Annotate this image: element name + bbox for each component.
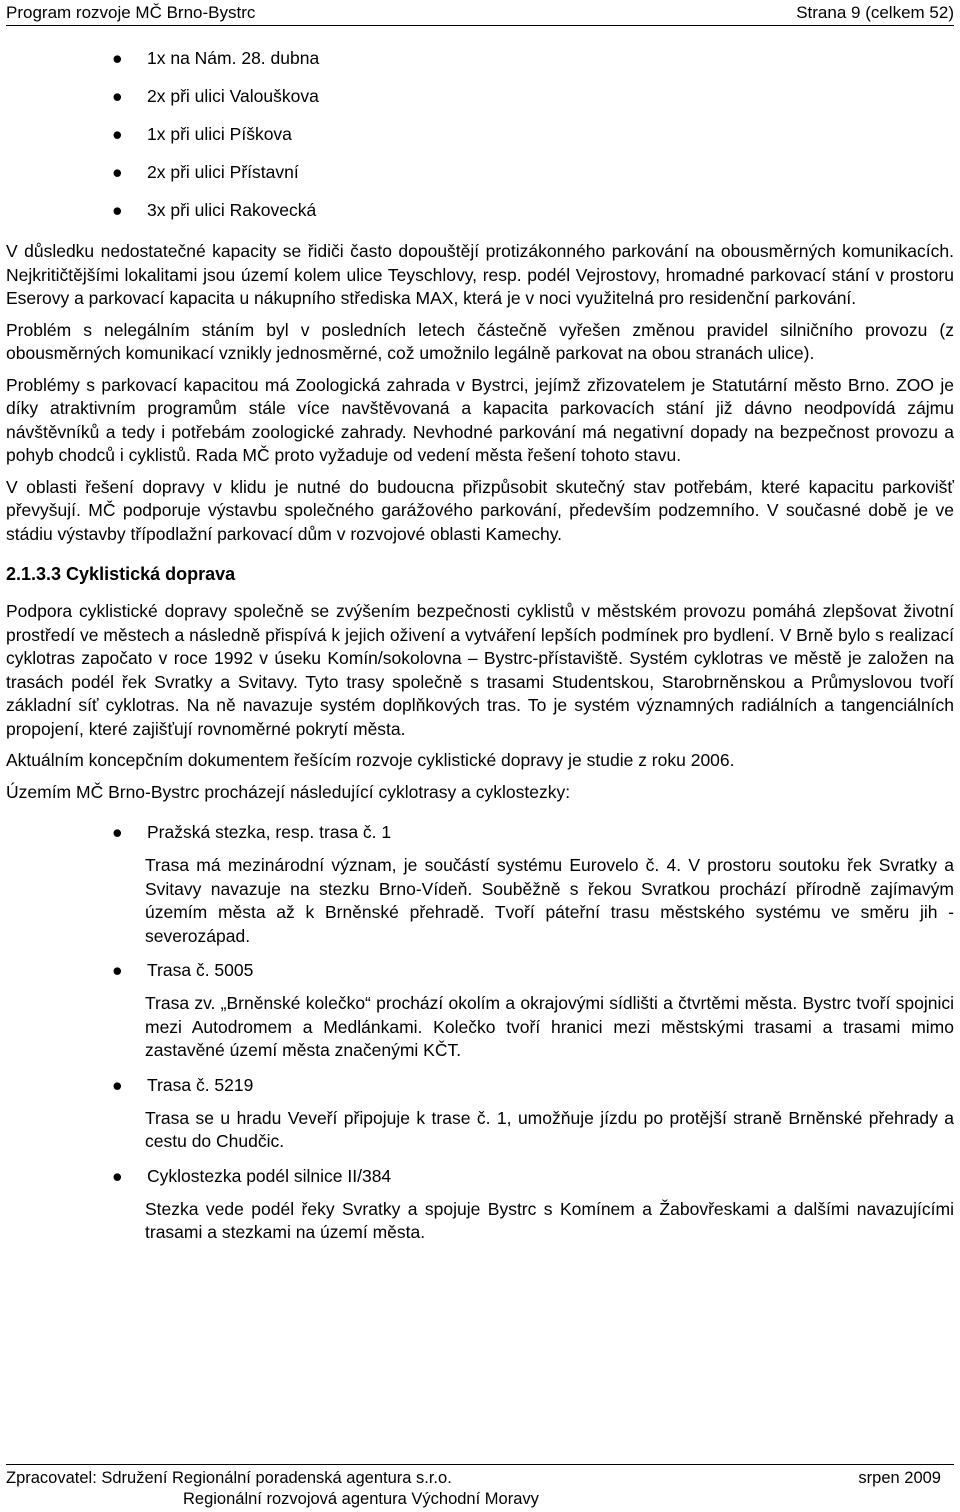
paragraph: Podpora cyklistické dopravy společně se zvýšením bezpečnosti cyklistů v městském provozu pomáhá zlepšovat životní prostředí ve městech a následně přispívá k jejich oživení a vytváření lepších podmínek pro bydlení. V Brně bylo s realizací cyklotras započato v roce 1992 v úseku Komín/sokolovna – Bystrc-přístaviště. Systém cyklotras ve městě je založen na trasách podél řek Svratky a Svitavy. Tyto trasy společně s trasami Studentskou, Starobrněnskou a Průmyslovou tvoří základní síť cyklotras. Na ně navazuje systém doplňkových tras. To je systém významných radiálních a tangenciálních propojení, které zajišťují rovnoměrné pokrytí města. [6,601,954,739]
footer-author: Zpracovatel: Sdružení Regionální poradenská agentura s.r.o. [6,1469,452,1487]
page-header [6,3,954,26]
route-description: Trasa má mezinárodní význam, je součástí systému Eurovelo č. 4. V prostoru soutoku řek Svratky a Svitavy navazuje na stezku Brno-Vídeň. Souběžně s řekou Svratkou prochází přírodně zajímavým územím města až k Brněnské přehradě. Tvoří páteřní trasu městského systému ve směru jih - severozápad. [145,855,954,946]
list-item [6,1073,954,1154]
bullet-icon: ● [112,200,123,220]
bullet-icon: ● [112,86,123,106]
list-item [6,1164,954,1245]
paragraph: Územím MČ Brno-Bystrc procházejí následující cyklotrasy a cyklostezky: [6,781,571,802]
page-number: Strana 9 (celkem 52) [796,3,954,22]
paragraph: V oblasti řešení dopravy v klidu je nutné do budoucna přizpůsobit skutečný stav potřebám, které kapacitu parkovišť převyšují. MČ podporuje výstavbu společného garážového parkování, především podzemního. V současné době je ve stádiu výstavby třípodlažní parkovací dům v rozvojové oblasti Kamechy. [6,476,954,544]
list-item [6,958,954,1063]
bullet-icon: ● [112,1165,123,1186]
cycle-routes-list [6,820,954,1245]
route-title: Trasa č. 5005 [147,960,254,980]
list-item: ● 2x při ulici Valouškova [6,82,954,120]
paragraph: Problém s nelegálním stáním byl v posledních letech částečně vyřešen změnou pravidel silničního provozu (z obousměrných komunikací vznikly jednosměrné, což umožnilo legálně parkovat na obou stranách ulice). [6,319,954,363]
paragraph: V důsledku nedostatečné kapacity se řidiči často dopouštějí protizákonného parkování na obousměrných komunikacích. Nejkritičtějšími lokalitami jsou území kolem ulice Teyschlovy, resp. podél Vejrostovy, hromadné parkovací stání v prostoru Eserovy a parkovací kapacita u nákupního střediska MAX, která je v noci využitelná pro residenční parkování. [6,241,954,308]
page-footer [6,1464,954,1510]
parking-locations-list [6,44,954,234]
bullet-icon: ● [112,960,123,980]
footer-agency: Regionální rozvojová agentura Východní Moravy [183,1490,539,1508]
bullet-icon: ● [112,1074,123,1095]
list-item: ● 2x při ulici Přístavní [6,158,954,196]
list-item [6,820,954,948]
route-description: Trasa zv. „Brněnské kolečko“ prochází okolím a okrajovými sídlišti a čtvrtěmi města. Bystrc tvoří spojnici mezi Autodromem a Medlánkami. Kolečko tvoří hranici mezi městskými trasami a trasami mimo zastavěné území města značenými KČT. [145,993,954,1060]
section-heading: 2.1.3.3 Cyklistická doprava [6,564,236,584]
paragraph: Problémy s parkovací kapacitou má Zoologická zahrada v Bystrci, jejímž zřizovatelem je Statutární město Brno. ZOO je díky atraktivním programům stále více navštěvovaná a kapacita parkovacích stání již dávno neodpovídá zájmu návštěvníků a tedy i potřebám zoologické zahrady. Nevhodné parkování má negativní dopady na bezpečnost provozu a pohyb chodců i cyklistů. Rada MČ proto vyžaduje od vedení města řešení tohoto stavu. [6,374,954,465]
bullet-icon: ● [112,48,123,68]
bullet-icon: ● [112,822,123,842]
footer-date: srpen 2009 [858,1469,941,1487]
route-title: Cyklostezka podél silnice II/384 [147,1165,392,1186]
bullet-icon: ● [112,124,123,144]
bullet-icon: ● [112,162,123,182]
paragraph: Aktuálním koncepčním dokumentem řešícím rozvoje cyklistické dopravy je studie z roku 2006. [6,750,735,770]
list-item: ● 3x při ulici Rakovecká [6,196,954,234]
route-title: Trasa č. 5219 [147,1074,254,1095]
header-title: Program rozvoje MČ Brno-Bystrc [6,3,256,22]
list-item: ● 1x při ulici Píškova [6,120,954,158]
route-title: Pražská stezka, resp. trasa č. 1 [147,822,392,842]
route-description: Trasa se u hradu Veveří připojuje k trase č. 1, umožňuje jízdu po protější straně Brněnské přehrady a cestu do Chudčic. [145,1107,954,1151]
page-content [6,44,954,1255]
list-item: ● 1x na Nám. 28. dubna [6,44,954,82]
route-description: Stezka vede podél řeky Svratky a spojuje Bystrc s Komínem a Žabovřeskami a dalšími navazujícími trasami a stezkami na území města. [145,1198,954,1242]
